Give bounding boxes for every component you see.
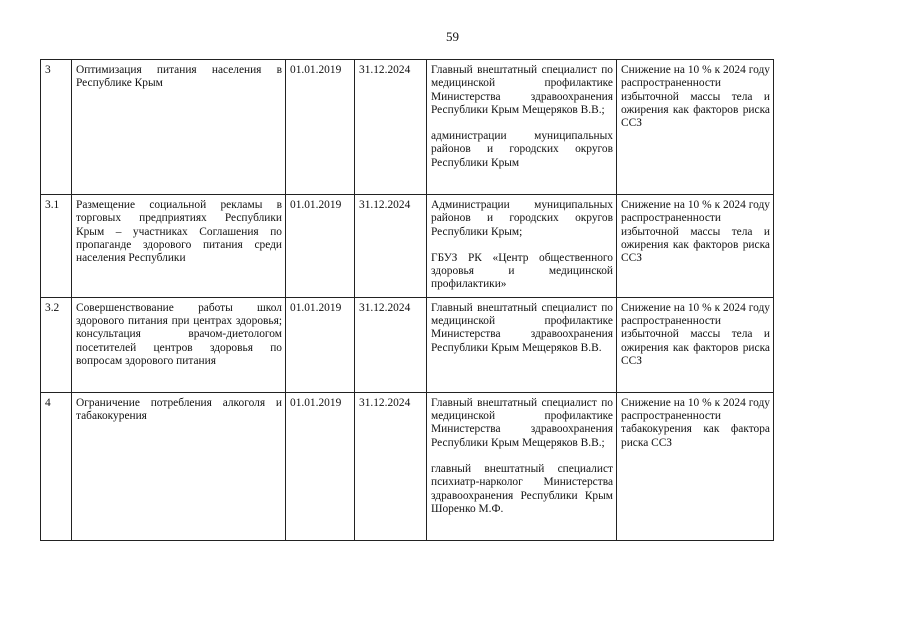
responsible-cell [427,297,617,392]
table-row [41,392,774,540]
responsible-cell [427,392,617,540]
start-date: 01.01.2019 [286,195,355,298]
row-number: 3.1 [41,195,72,298]
start-date: 01.01.2019 [286,60,355,195]
responsible-paragraph: Главный внештатный специалист по медицинской профилактике Министерства здравоохранения Республики Крым Мещеряков В.В.; [431,396,613,449]
expected-result: Снижение на 10 % к 2024 году распространенности избыточной массы тела и ожирения как факторов риска ССЗ [617,195,774,298]
start-date: 01.01.2019 [286,297,355,392]
expected-result: Снижение на 10 % к 2024 году распространенности избыточной массы тела и ожирения как факторов риска ССЗ [617,297,774,392]
table-row [41,60,774,195]
responsible-paragraph: главный внештатный специалист психиатр-нарколог Министерства здравоохранения Республики Крым Шоренко М.Ф. [431,462,613,515]
table-row [41,195,774,298]
measure-name: Размещение социальной рекламы в торговых предприятиях Республики Крым – участниках Соглашения по пропаганде здорового питания среди населения Республики [72,195,286,298]
responsible-cell [427,195,617,298]
measure-name: Совершенствование работы школ здорового питания при центрах здоровья; консультация врачом-диетологом посетителей центров здоровья по вопросам здорового питания [72,297,286,392]
table-row [41,297,774,392]
end-date: 31.12.2024 [355,297,427,392]
row-number: 4 [41,392,72,540]
end-date: 31.12.2024 [355,392,427,540]
end-date: 31.12.2024 [355,60,427,195]
end-date: 31.12.2024 [355,195,427,298]
expected-result: Снижение на 10 % к 2024 году распространенности табакокурения как фактора риска ССЗ [617,392,774,540]
measures-table [40,59,774,541]
start-date: 01.01.2019 [286,392,355,540]
responsible-paragraph: Администрации муниципальных районов и городских округов Республики Крым; [431,199,613,238]
page-number: 59 [446,29,459,44]
responsible-paragraph: Главный внештатный специалист по медицинской профилактике Министерства здравоохранения Республики Крым Мещеряков В.В. [431,301,613,354]
responsible-paragraph: администрации муниципальных районов и городских округов Республики Крым [431,130,613,169]
responsible-paragraph: ГБУЗ РК «Центр общественного здоровья и медицинской профилактики» [431,251,613,291]
row-number: 3 [41,60,72,195]
row-number: 3.2 [41,297,72,392]
expected-result: Снижение на 10 % к 2024 году распространенности избыточной массы тела и ожирения как факторов риска ССЗ [617,60,774,195]
responsible-cell [427,60,617,195]
measure-name: Оптимизация питания населения в Республике Крым [72,60,286,195]
measure-name: Ограничение потребления алкоголя и табакокурения [72,392,286,540]
responsible-paragraph: Главный внештатный специалист по медицинской профилактике Министерства здравоохранения Республики Крым Мещеряков В.В.; [431,64,613,116]
